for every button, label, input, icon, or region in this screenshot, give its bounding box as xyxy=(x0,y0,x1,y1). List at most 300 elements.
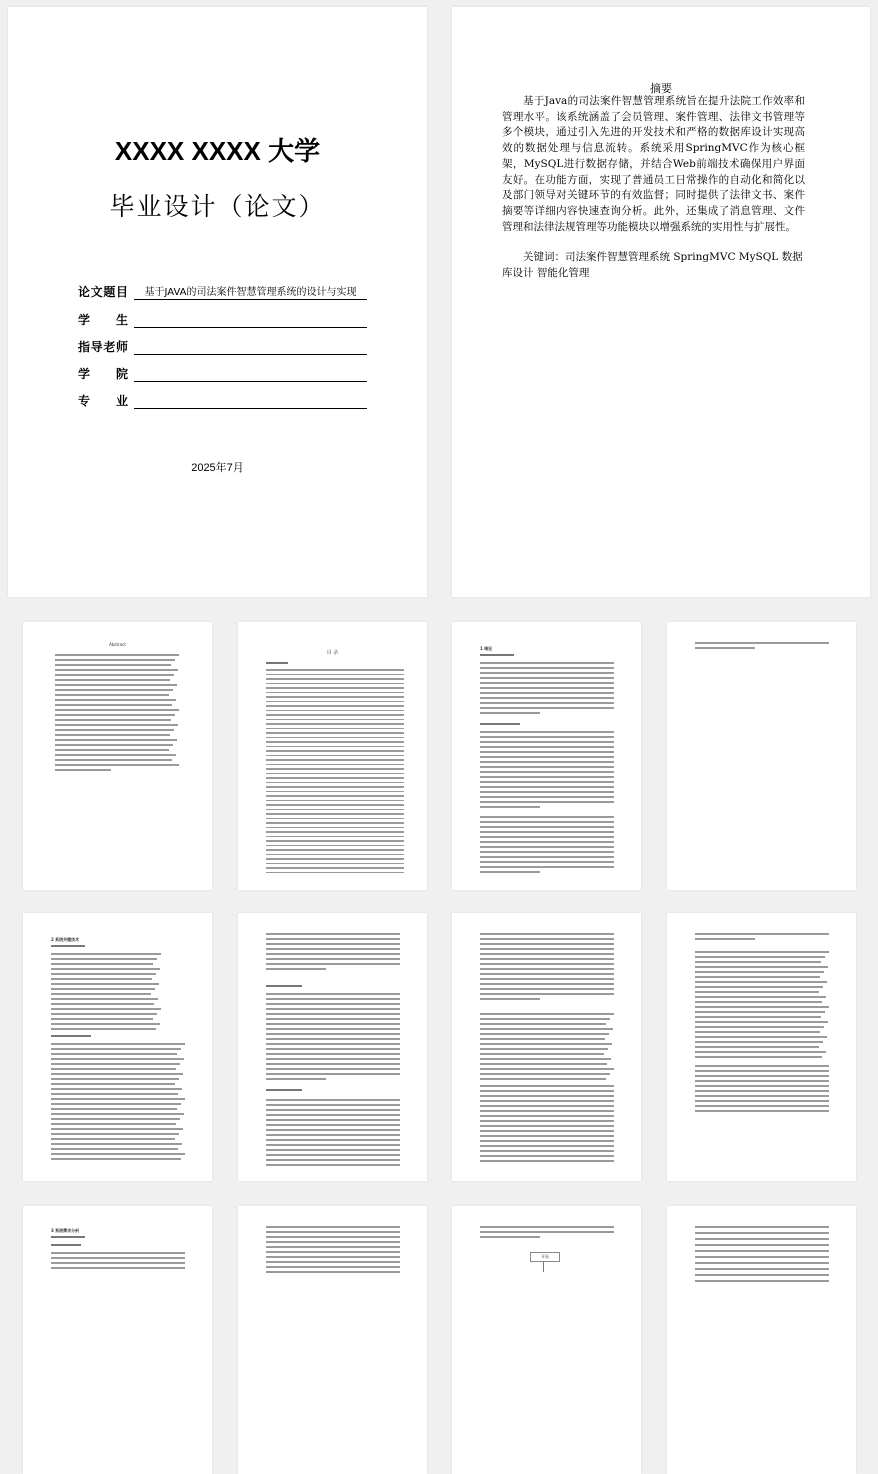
text-line xyxy=(480,968,614,970)
text-line xyxy=(266,768,404,770)
text-line xyxy=(266,1114,400,1116)
text-line xyxy=(480,1125,614,1127)
text-line xyxy=(266,782,404,784)
text-line xyxy=(695,1085,829,1087)
text-line xyxy=(695,1036,827,1038)
text-line xyxy=(266,1129,400,1131)
field-label: 论文题目 xyxy=(78,285,128,299)
text-line xyxy=(480,1090,614,1092)
text-line xyxy=(480,672,614,674)
text-line xyxy=(480,1236,540,1238)
text-line xyxy=(480,801,614,803)
text-line xyxy=(51,1098,185,1100)
text-line xyxy=(55,699,176,701)
text-line xyxy=(51,973,156,975)
text-line xyxy=(55,749,169,751)
text-line xyxy=(480,933,614,935)
text-line xyxy=(695,1075,829,1077)
text-line xyxy=(51,1008,161,1010)
text-line xyxy=(266,809,404,811)
thumb-heading: Abstract xyxy=(109,642,126,647)
thumb-heading: 3 系统需求分析 xyxy=(51,1228,80,1233)
text-line xyxy=(480,697,614,699)
text-line xyxy=(266,836,404,838)
field-value: 基于JAVA的司法案件智慧管理系统的设计与实现 xyxy=(134,283,367,300)
text-line xyxy=(51,1236,85,1238)
text-line xyxy=(480,1053,604,1055)
field-major xyxy=(78,392,378,414)
text-line xyxy=(480,821,614,823)
text-line xyxy=(695,1090,829,1092)
text-line xyxy=(266,1256,400,1258)
text-line xyxy=(55,709,179,711)
text-line xyxy=(51,1252,185,1254)
text-line xyxy=(480,702,614,704)
text-line xyxy=(266,872,404,874)
text-line xyxy=(266,831,404,833)
text-line xyxy=(51,1118,180,1120)
text-line xyxy=(480,791,614,793)
text-line xyxy=(695,991,819,993)
text-line xyxy=(266,845,404,847)
text-line xyxy=(51,1068,176,1070)
text-line xyxy=(695,1080,829,1082)
text-line xyxy=(695,1268,829,1270)
field-value xyxy=(134,365,367,382)
text-line xyxy=(266,728,404,730)
text-line xyxy=(480,771,614,773)
text-line xyxy=(51,958,157,960)
text-line xyxy=(695,1041,823,1043)
text-line xyxy=(266,938,400,940)
text-line xyxy=(266,714,404,716)
text-line xyxy=(480,1130,614,1132)
text-line xyxy=(480,781,614,783)
text-line xyxy=(51,1262,185,1264)
text-line xyxy=(695,1031,820,1033)
text-line xyxy=(266,948,400,950)
text-line xyxy=(266,750,404,752)
text-line xyxy=(51,1013,157,1015)
text-line xyxy=(55,669,178,671)
text-line xyxy=(266,1246,400,1248)
text-line xyxy=(480,1068,614,1070)
text-line xyxy=(55,704,172,706)
field-label: 学生 xyxy=(78,313,128,327)
text-line xyxy=(266,1251,400,1253)
text-line xyxy=(266,849,404,851)
text-line xyxy=(266,1068,400,1070)
text-line xyxy=(266,1078,326,1080)
text-line xyxy=(55,674,174,676)
text-line xyxy=(695,961,821,963)
text-line xyxy=(480,677,614,679)
text-line xyxy=(55,764,179,766)
text-line xyxy=(695,1238,829,1240)
text-line xyxy=(266,773,404,775)
text-line xyxy=(695,1244,829,1246)
text-line xyxy=(266,822,404,824)
thumb-heading: 目 录 xyxy=(326,650,339,656)
page-thumbnail-12[interactable] xyxy=(667,913,856,1181)
text-line xyxy=(266,1144,400,1146)
thumb-heading: 1 绪论 xyxy=(480,646,493,651)
text-line xyxy=(51,945,85,947)
text-line xyxy=(480,1023,606,1025)
text-line xyxy=(480,998,540,1000)
page-thumbnail-11[interactable] xyxy=(452,913,641,1181)
field-label: 专业 xyxy=(78,394,128,408)
text-line xyxy=(480,983,614,985)
text-line xyxy=(266,683,404,685)
field-value xyxy=(134,338,367,355)
text-line xyxy=(266,791,404,793)
text-line xyxy=(480,938,614,940)
thesis-type-title: 毕业设计（论文） xyxy=(109,192,326,221)
text-line xyxy=(480,1150,614,1152)
text-line xyxy=(695,951,829,953)
text-line xyxy=(480,841,614,843)
page-thumbnail-chapter2[interactable] xyxy=(23,913,212,1181)
text-line xyxy=(266,1241,400,1243)
text-line xyxy=(266,662,288,664)
text-line xyxy=(266,1028,400,1030)
text-line xyxy=(480,707,614,709)
text-line xyxy=(266,759,404,761)
text-line xyxy=(480,1115,614,1117)
flowchart-arrow xyxy=(543,1262,544,1272)
text-line xyxy=(480,1048,608,1050)
text-line xyxy=(266,1159,400,1161)
text-line xyxy=(266,800,404,802)
text-line xyxy=(480,692,614,694)
text-line xyxy=(695,1256,829,1258)
text-line xyxy=(266,1154,400,1156)
text-line xyxy=(480,831,614,833)
text-line xyxy=(695,996,826,998)
text-line xyxy=(51,1158,181,1160)
text-line xyxy=(695,1274,829,1276)
text-line xyxy=(480,1160,614,1162)
text-line xyxy=(480,1120,614,1122)
text-line xyxy=(51,1133,179,1135)
text-line xyxy=(266,1164,400,1166)
text-line xyxy=(695,1070,829,1072)
text-line xyxy=(480,746,614,748)
text-line xyxy=(266,1023,400,1025)
text-line xyxy=(695,1065,829,1067)
text-line xyxy=(51,968,160,970)
text-line xyxy=(695,981,827,983)
text-line xyxy=(480,654,514,656)
thumb-heading: 2 系统关键技术 xyxy=(51,937,80,942)
text-line xyxy=(480,1110,614,1112)
text-line xyxy=(266,1013,400,1015)
text-line xyxy=(55,694,169,696)
text-line xyxy=(480,1028,613,1030)
text-line xyxy=(266,1124,400,1126)
text-line xyxy=(55,754,176,756)
text-line xyxy=(480,667,614,669)
text-line xyxy=(480,1038,605,1040)
text-line xyxy=(51,1148,178,1150)
page-thumbnail-14[interactable] xyxy=(238,1206,427,1474)
text-line xyxy=(480,1058,611,1060)
text-line xyxy=(266,777,404,779)
text-line xyxy=(55,689,173,691)
text-line xyxy=(266,968,326,970)
text-line xyxy=(55,654,179,656)
text-line xyxy=(480,723,520,725)
text-line xyxy=(695,1006,829,1008)
text-line xyxy=(480,943,614,945)
text-line xyxy=(480,682,614,684)
text-line xyxy=(695,1026,824,1028)
text-line xyxy=(266,723,404,725)
page-thumbnail-15[interactable] xyxy=(452,1206,641,1474)
text-line xyxy=(266,993,400,995)
page-thumbnail-abstract-en[interactable] xyxy=(23,622,212,890)
text-line xyxy=(266,701,404,703)
text-line xyxy=(480,846,614,848)
text-line xyxy=(480,856,614,858)
abstract-heading: 摘要 xyxy=(650,82,672,95)
text-line xyxy=(266,1261,400,1263)
text-line xyxy=(266,674,404,676)
text-line xyxy=(266,746,404,748)
text-line xyxy=(480,866,614,868)
text-line xyxy=(55,684,177,686)
text-line xyxy=(266,1236,400,1238)
text-line xyxy=(480,861,614,863)
text-line xyxy=(695,971,824,973)
text-line xyxy=(266,1089,302,1091)
text-line xyxy=(51,1053,177,1055)
text-line xyxy=(266,1073,400,1075)
text-line xyxy=(51,1043,185,1045)
text-line xyxy=(480,1155,614,1157)
text-line xyxy=(695,1095,829,1097)
text-line xyxy=(695,1262,829,1264)
text-line xyxy=(480,958,614,960)
text-line xyxy=(266,1109,400,1111)
text-line xyxy=(266,678,404,680)
text-line xyxy=(51,983,159,985)
text-line xyxy=(695,986,823,988)
text-line xyxy=(55,744,173,746)
text-line xyxy=(480,1013,614,1015)
text-line xyxy=(480,1063,607,1065)
text-line xyxy=(51,1073,183,1075)
text-line xyxy=(266,998,400,1000)
text-line xyxy=(51,1123,176,1125)
text-line xyxy=(695,1110,829,1112)
text-line xyxy=(480,1078,606,1080)
text-line xyxy=(266,1003,400,1005)
text-line xyxy=(266,741,404,743)
text-line xyxy=(480,786,614,788)
text-line xyxy=(51,1244,81,1246)
text-line xyxy=(51,1128,183,1130)
text-line xyxy=(266,813,404,815)
text-line xyxy=(51,1083,175,1085)
text-line xyxy=(480,1018,610,1020)
text-line xyxy=(51,1138,175,1140)
text-line xyxy=(51,1093,178,1095)
text-line xyxy=(695,956,825,958)
text-line xyxy=(480,687,614,689)
text-line xyxy=(266,804,404,806)
text-line xyxy=(266,692,404,694)
text-line xyxy=(266,985,302,987)
text-line xyxy=(55,714,175,716)
text-line xyxy=(51,1108,177,1110)
page-thumbnail-10[interactable] xyxy=(238,913,427,1181)
text-line xyxy=(266,1266,400,1268)
text-line xyxy=(51,1003,154,1005)
text-line xyxy=(266,1226,400,1228)
text-line xyxy=(266,1018,400,1020)
text-line xyxy=(480,851,614,853)
text-line xyxy=(55,679,170,681)
text-line xyxy=(266,863,404,865)
text-line xyxy=(55,739,177,741)
page-thumbnail-chapter3[interactable] xyxy=(23,1206,212,1474)
field-student xyxy=(78,311,378,333)
text-line xyxy=(51,1023,160,1025)
text-line xyxy=(480,806,540,808)
text-line xyxy=(55,729,174,731)
text-line xyxy=(266,827,404,829)
text-line xyxy=(480,871,540,873)
text-line xyxy=(51,1058,184,1060)
text-line xyxy=(266,764,404,766)
text-line xyxy=(51,1018,153,1020)
text-line xyxy=(695,1011,825,1013)
text-line xyxy=(480,736,614,738)
text-line xyxy=(266,1033,400,1035)
text-line xyxy=(266,1119,400,1121)
text-line xyxy=(266,1231,400,1233)
text-line xyxy=(266,818,404,820)
text-line xyxy=(695,1056,822,1058)
text-line xyxy=(480,948,614,950)
text-line xyxy=(695,1105,829,1107)
university-name: XXXX XXXX 大学 xyxy=(114,136,321,166)
page-thumbnail-16[interactable] xyxy=(667,1206,856,1474)
text-line xyxy=(480,1145,614,1147)
text-line xyxy=(51,1035,91,1037)
text-line xyxy=(266,687,404,689)
text-line xyxy=(695,938,755,940)
text-line xyxy=(480,973,614,975)
field-label: 指导老师 xyxy=(78,340,128,354)
abstract-page xyxy=(452,7,870,597)
text-line xyxy=(480,766,614,768)
field-value xyxy=(134,311,367,328)
text-line xyxy=(266,1063,400,1065)
field-value xyxy=(134,392,367,409)
text-line xyxy=(695,1250,829,1252)
text-line xyxy=(480,988,614,990)
text-line xyxy=(266,933,400,935)
text-line xyxy=(51,1088,182,1090)
abstract-keywords: 关键词：司法案件智慧管理系统 SpringMVC MySQL 数据库设计 智能化管理 xyxy=(502,251,803,279)
text-line xyxy=(480,1100,614,1102)
page-thumbnail-6[interactable] xyxy=(667,622,856,890)
text-line xyxy=(266,958,400,960)
text-line xyxy=(695,647,755,649)
text-line xyxy=(695,1051,826,1053)
text-line xyxy=(51,1153,185,1155)
text-line xyxy=(480,1085,614,1087)
text-line xyxy=(695,1046,819,1048)
text-line xyxy=(266,858,404,860)
text-line xyxy=(266,1104,400,1106)
text-line xyxy=(266,1043,400,1045)
text-line xyxy=(55,759,172,761)
text-line xyxy=(266,696,404,698)
text-line xyxy=(55,664,171,666)
cover-date: 2025年7月 xyxy=(191,462,244,474)
text-line xyxy=(266,1008,400,1010)
text-line xyxy=(480,731,614,733)
text-line xyxy=(55,769,111,771)
text-line xyxy=(480,826,614,828)
text-line xyxy=(695,966,828,968)
text-line xyxy=(480,978,614,980)
text-line xyxy=(480,1095,614,1097)
text-line xyxy=(266,867,404,869)
text-line xyxy=(480,1135,614,1137)
text-line xyxy=(480,756,614,758)
field-thesis-title xyxy=(78,283,378,305)
text-line xyxy=(695,642,829,644)
text-line xyxy=(695,1016,821,1018)
field-label: 学院 xyxy=(78,367,128,381)
text-line xyxy=(480,1231,614,1233)
text-line xyxy=(266,1099,400,1101)
text-line xyxy=(695,1001,822,1003)
text-line xyxy=(266,1038,400,1040)
text-line xyxy=(266,669,404,671)
field-college xyxy=(78,365,378,387)
text-line xyxy=(266,963,400,965)
page-thumbnail-toc[interactable] xyxy=(238,622,427,890)
text-line xyxy=(55,659,175,661)
text-line xyxy=(480,993,614,995)
text-line xyxy=(480,1226,614,1228)
text-line xyxy=(51,998,158,1000)
text-line xyxy=(266,755,404,757)
text-line xyxy=(480,1105,614,1107)
text-line xyxy=(480,1073,610,1075)
text-line xyxy=(51,1063,180,1065)
text-line xyxy=(51,1028,156,1030)
flowchart-start-box: 开始 xyxy=(530,1252,560,1262)
page-thumbnail-chapter1[interactable] xyxy=(452,622,641,890)
text-line xyxy=(266,732,404,734)
text-line xyxy=(51,1143,182,1145)
text-line xyxy=(695,1100,829,1102)
text-line xyxy=(480,741,614,743)
text-line xyxy=(480,1140,614,1142)
text-line xyxy=(695,976,820,978)
text-line xyxy=(480,761,614,763)
text-line xyxy=(695,1232,829,1234)
text-line xyxy=(695,1226,829,1228)
text-line xyxy=(266,1271,400,1273)
